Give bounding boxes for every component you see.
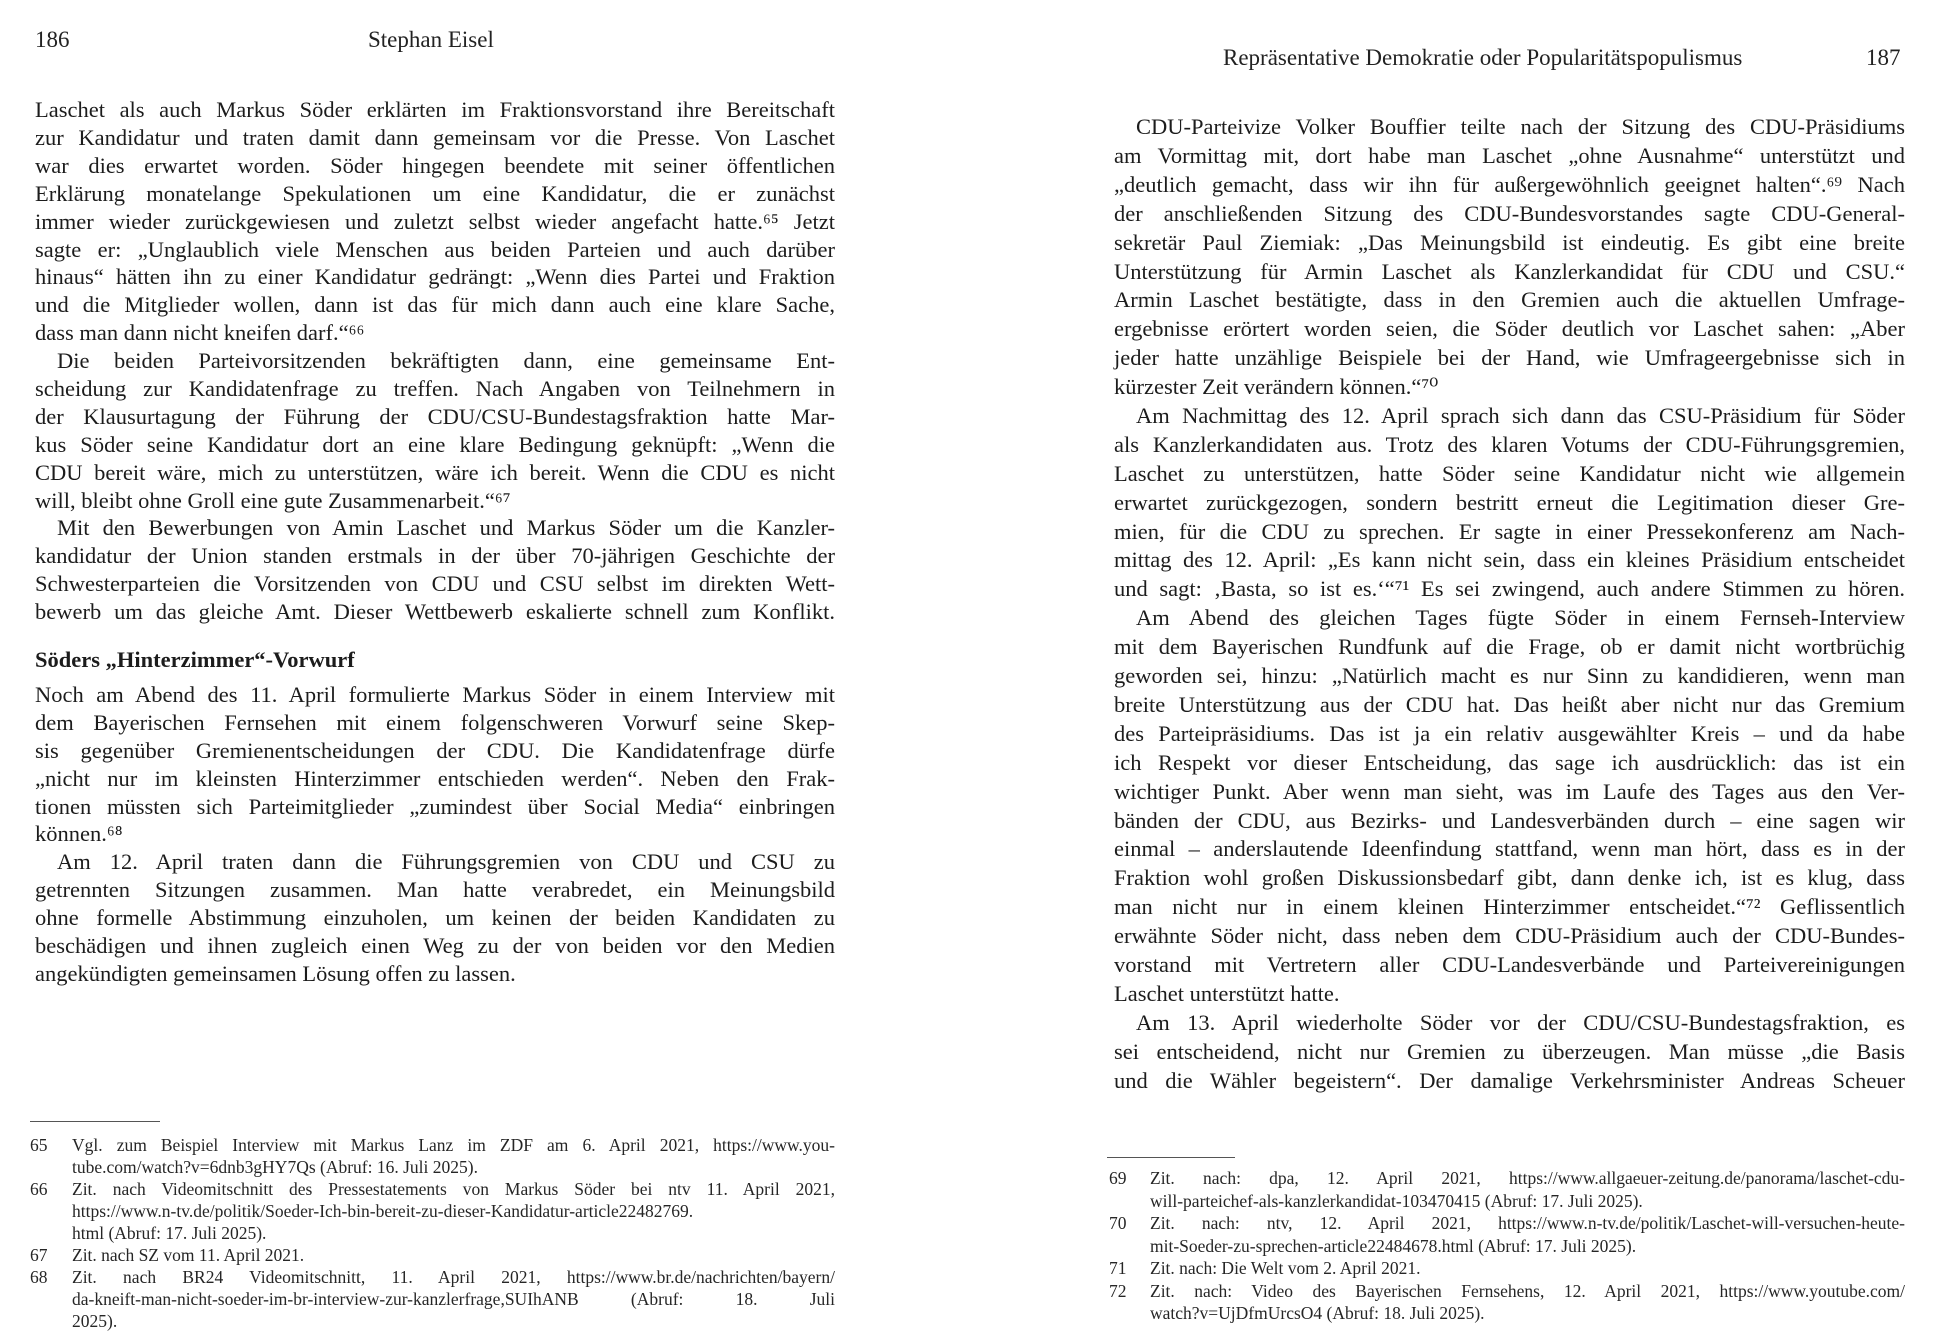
text-line: tionen müssten sich Parteimitglieder „zumindest über Social Media“ einbringen: [35, 794, 835, 819]
text-line: der anschließenden Sitzung des CDU-Bundesvorstandes sagte CDU-General-: [1114, 201, 1905, 226]
text-line: bewerb um das gleiche Amt. Dieser Wettbewerb eskalierte schnell zum Konflikt.: [35, 599, 835, 624]
page-number: 187: [1866, 45, 1901, 70]
text-line: sekretär Paul Ziemiak: „Das Meinungsbild ist eindeutig. Es gibt eine breite: [1114, 230, 1905, 255]
footnote-text: Zit. nach: ntv, 12. April 2021, https://www.n-tv.de/politik/Laschet-will-versuchen-heute-: [1150, 1213, 1905, 1233]
footnote-text: will-parteichef-als-kanzlerkandidat-103470415 (Abruf: 17. Juli 2025).: [1150, 1191, 1643, 1211]
text-line: bänden der CDU, aus Bezirks- und Landesverbänden durch – eine sagen wir: [1114, 808, 1905, 833]
footnote-separator: [1107, 1157, 1235, 1158]
left-page: [0, 0, 900, 1336]
text-line: hinaus“ hätten ihn zu einer Kandidatur gedrängt: „Wenn dies Partei und Fraktion: [35, 264, 835, 289]
text-line: jeder hatte unzählige Beispiele bei der Hand, wie Umfrageergebnisse sich in: [1114, 345, 1905, 370]
footnote-text: 2025).: [72, 1311, 118, 1331]
text-line: Laschet zu unterstützen, hatte Söder seine Kandidatur nicht wie allgemein: [1114, 461, 1905, 486]
text-line: mien, für die CDU zu sprechen. Er sagte in einer Pressekonferenz am Nach-: [1114, 519, 1905, 544]
text-line: können.⁶⁸: [35, 821, 123, 846]
right-page: [1040, 0, 1934, 1336]
text-line: am Vormittag mit, dort habe man Laschet „ohne Ausnahme“ unterstützt und: [1114, 143, 1905, 168]
footnote-text: Zit. nach Videomitschnitt des Pressestatements von Markus Söder bei ntv 11. April 2021,: [72, 1179, 835, 1199]
text-line: immer wieder zurückgewiesen und zuletzt selbst wieder angefacht hatte.⁶⁵ Jetzt: [35, 209, 835, 234]
footnote-text: Zit. nach: Video des Bayerischen Fernsehens, 12. April 2021, https://www.youtube.com/: [1150, 1281, 1905, 1301]
footnote-text: Zit. nach: dpa, 12. April 2021, https://www.allgaeuer-zeitung.de/panorama/laschet-cdu-: [1150, 1168, 1905, 1188]
text-line: vorstand mit Vertretern aller CDU-Landesverbände und Parteivereinigungen: [1114, 952, 1905, 977]
footnote-number: 72: [1109, 1281, 1127, 1301]
text-line: Laschet unterstützt hatte.: [1114, 981, 1340, 1006]
footnote-text: Zit. nach BR24 Videomitschnitt, 11. April 2021, https://www.br.de/nachrichten/bayern/: [72, 1267, 835, 1287]
text-line: ohne formelle Abstimmung einzuholen, um keinen der beiden Kandidaten zu: [35, 905, 835, 930]
text-line: kandidatur der Union standen erstmals in der über 70-jährigen Geschichte der: [35, 543, 835, 568]
text-line: als Kanzlerkandidaten aus. Trotz des klaren Votums der CDU-Führungsgremien,: [1114, 432, 1905, 457]
footnote-separator: [30, 1121, 160, 1122]
text-line: „nicht nur im kleinsten Hinterzimmer entschieden werden“. Neben den Frak-: [35, 766, 835, 791]
text-line: erwartet zurückgezogen, sondern bestritt erneut die Legitimation dieser Gre-: [1114, 490, 1905, 515]
text-line: breite Unterstützung aus der CDU hat. Das heißt aber nicht nur das Gremium: [1114, 692, 1905, 717]
text-line: Am 12. April traten dann die Führungsgremien von CDU und CSU zu: [57, 849, 835, 874]
text-line: mit dem Bayerischen Rundfunk auf die Frage, ob er damit nicht wortbrüchig: [1114, 634, 1905, 659]
text-line: ich Respekt vor dieser Entscheidung, das sage ich ausdrücklich: das ist ein: [1114, 750, 1905, 775]
text-line: Erklärung monatelange Spekulationen um eine Kandidatur, die er zunächst: [35, 181, 835, 206]
text-line: Fraktion wohl großen Diskussionsbedarf gibt, dann denke ich, ist es klug, dass: [1114, 865, 1905, 890]
text-line: zur Kandidatur und traten damit dann gemeinsam vor die Presse. Von Laschet: [35, 125, 835, 150]
text-line: geworden sei, hinzu: „Natürlich macht es nur Sinn zu kandidieren, wenn man: [1114, 663, 1905, 688]
text-line: „deutlich gemacht, dass wir ihn für außergewöhnlich geeignet halten“.⁶⁹ Nach: [1114, 172, 1905, 197]
text-line: sagte er: „Unglaublich viele Menschen aus beiden Parteien und auch darüber: [35, 237, 835, 262]
text-line: des Parteipräsidiums. Das ist ja ein relativ ausgewählter Kreis – und da habe: [1114, 721, 1905, 746]
footnote-text: Zit. nach SZ vom 11. April 2021.: [72, 1245, 305, 1265]
text-line: und sagt: ‚Basta, so ist es.‘“⁷¹ Es sei zwingend, auch andere Stimmen zu hören.: [1114, 576, 1905, 601]
text-line: und die Wähler begeistern“. Der damalige Verkehrsminister Andreas Scheuer: [1114, 1068, 1905, 1093]
text-line: Schwesterparteien die Vorsitzenden von CDU und CSU selbst im direkten Wett-: [35, 571, 835, 596]
footnote-number: 66: [30, 1179, 48, 1199]
text-line: Unterstützung für Armin Laschet als Kanzlerkandidat für CDU und CSU.“: [1114, 259, 1905, 284]
text-line: kus Söder seine Kandidatur dort an eine klare Bedingung geknüpft: „Wenn die: [35, 432, 835, 457]
footnote-text: https://www.n-tv.de/politik/Soeder-Ich-bin-bereit-zu-dieser-Kandidatur-article22482769.: [72, 1201, 694, 1221]
text-line: beschädigen und ihnen zugleich einen Weg zu der von beiden vor den Medien: [35, 933, 835, 958]
footnote-text: Vgl. zum Beispiel Interview mit Markus Lanz im ZDF am 6. April 2021, https://www.you-: [72, 1135, 835, 1155]
text-line: dem Bayerischen Fernsehen mit einem folgenschweren Vorwurf seine Skep-: [35, 710, 835, 735]
footnote-text: html (Abruf: 17. Juli 2025).: [72, 1223, 267, 1243]
footnote-number: 69: [1109, 1168, 1127, 1188]
text-line: CDU bereit wäre, mich zu unterstützen, wäre ich bereit. Wenn die CDU es nicht: [35, 460, 835, 485]
text-line: CDU-Parteivize Volker Bouffier teilte nach der Sitzung des CDU-Präsidiums: [1136, 114, 1905, 139]
text-line: sei entscheidend, nicht nur Gremien zu überzeugen. Man müsse „die Basis: [1114, 1039, 1905, 1064]
text-line: mittag des 12. April: „Es kann nicht sein, dass ein kleines Präsidium entscheidet: [1114, 547, 1905, 572]
text-line: kürzester Zeit verändern können.“⁷⁰: [1114, 374, 1439, 399]
page-number: 186: [35, 27, 70, 52]
running-head: Repräsentative Demokratie oder Popularitätspopulismus: [1223, 45, 1743, 70]
footnote-number: 71: [1109, 1258, 1127, 1278]
text-line: angekündigten gemeinsamen Lösung offen zu lassen.: [35, 961, 516, 986]
section-heading: Söders „Hinterzimmer“-Vorwurf: [35, 647, 355, 672]
text-line: Armin Laschet bestätigte, dass in den Gremien auch die aktuellen Umfrage-: [1114, 287, 1905, 312]
text-line: Laschet als auch Markus Söder erklärten im Fraktionsvorstand ihre Bereitschaft: [35, 97, 835, 122]
footnote-number: 68: [30, 1267, 48, 1287]
text-line: will, bleibt ohne Groll eine gute Zusammenarbeit.“⁶⁷: [35, 488, 511, 513]
footnote-number: 70: [1109, 1213, 1127, 1233]
text-line: erwähnte Söder nicht, dass neben dem CDU-Präsidium auch der CDU-Bundes-: [1114, 923, 1905, 948]
text-line: Die beiden Parteivorsitzenden bekräftigten dann, eine gemeinsame Ent-: [57, 348, 835, 373]
text-line: sis gegenüber Gremienentscheidungen der CDU. Die Kandidatenfrage dürfe: [35, 738, 835, 763]
footnote-number: 67: [30, 1245, 48, 1265]
text-line: man nicht nur in einem kleinen Hinterzimmer entscheidet.“⁷² Geflissentlich: [1114, 894, 1905, 919]
text-line: Am Nachmittag des 12. April sprach sich dann das CSU-Präsidium für Söder: [1136, 403, 1905, 428]
text-line: getrennten Sitzungen zusammen. Man hatte verabredet, ein Meinungsbild: [35, 877, 835, 902]
text-line: wichtiger Punkt. Aber wenn man sieht, was im Laufe des Tages aus den Ver-: [1114, 779, 1905, 804]
text-line: einmal – anderslautende Ideenfindung stattfand, wenn man hört, dass es in der: [1114, 836, 1905, 861]
text-line: dass man dann nicht kneifen darf.“⁶⁶: [35, 320, 365, 345]
footnote-number: 65: [30, 1135, 48, 1155]
text-line: scheidung zur Kandidatenfrage zu treffen. Nach Angaben von Teilnehmern in: [35, 376, 835, 401]
text-line: Am 13. April wiederholte Söder vor der CDU/CSU-Bundestagsfraktion, es: [1136, 1010, 1905, 1035]
running-head: Stephan Eisel: [368, 27, 494, 52]
footnote-text: mit-Soeder-zu-sprechen-article22484678.html (Abruf: 17. Juli 2025).: [1150, 1236, 1637, 1256]
text-line: war dies erwartet worden. Söder hingegen beendete mit seiner öffentlichen: [35, 153, 835, 178]
footnote-text: da-kneift-man-nicht-soeder-im-br-interview-zur-kanzlerfrage,SUIhANB (Abruf: 18. Juli: [72, 1289, 835, 1309]
text-line: ergebnisse erörtert worden seien, die Söder deutlich vor Laschet sahen: „Aber: [1114, 316, 1905, 341]
text-line: Am Abend des gleichen Tages fügte Söder in einem Fernseh-Interview: [1136, 605, 1905, 630]
footnote-text: tube.com/watch?v=6dnb3gHY7Qs (Abruf: 16. Juli 2025).: [72, 1157, 478, 1177]
text-line: der Klausurtagung der Führung der CDU/CSU-Bundestagsfraktion hatte Mar-: [35, 404, 835, 429]
footnote-text: Zit. nach: Die Welt vom 2. April 2021.: [1150, 1258, 1421, 1278]
footnote-text: watch?v=UjDfmUrcsO4 (Abruf: 18. Juli 2025).: [1150, 1303, 1485, 1323]
text-line: und die Mitglieder wollen, dann ist das für mich dann auch eine klare Sache,: [35, 292, 835, 317]
text-line: Mit den Bewerbungen von Amin Laschet und Markus Söder um die Kanzler-: [57, 515, 835, 540]
text-line: Noch am Abend des 11. April formulierte Markus Söder in einem Interview mit: [35, 682, 835, 707]
